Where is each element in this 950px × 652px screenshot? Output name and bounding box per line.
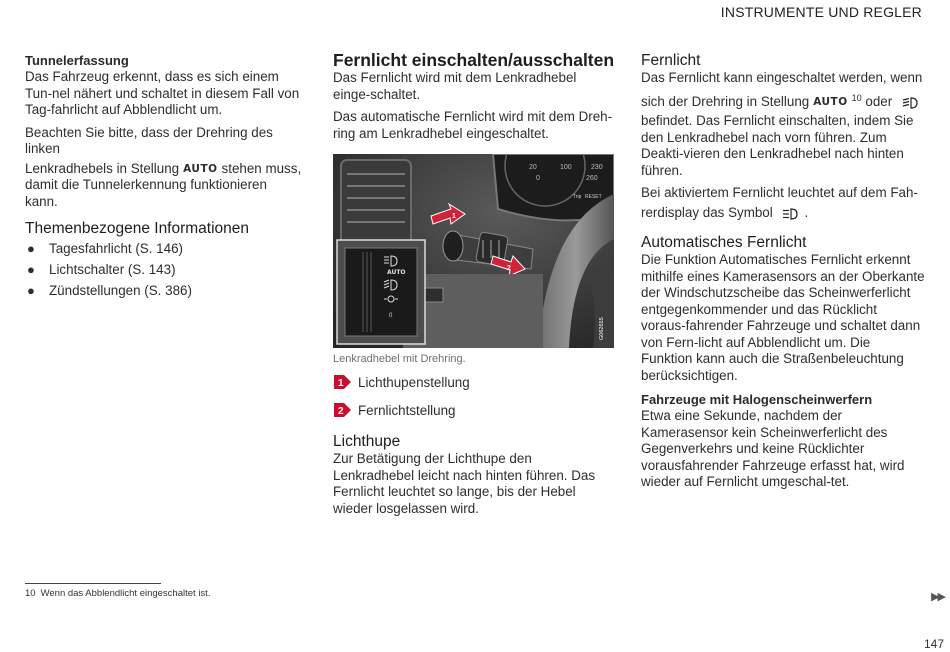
halogen-heading: Fahrzeuge mit Halogenscheinwerfern bbox=[641, 392, 873, 407]
tunnel-p2-line2 bbox=[25, 161, 301, 178]
headlight-icon bbox=[902, 97, 918, 114]
high-beam-paragraph-1: Das Fernlicht wird mit dem Lenkradhebel einge-schaltet. bbox=[333, 70, 577, 102]
related-link-label: Lichtschalter (S. 143) bbox=[49, 262, 176, 277]
flash-paragraph: Zur Betätigung der Lichthupe den Lenkradhebel leicht nach hinten führen. Das Fernlicht leuchtet so lange, bis der Hebel wieder losgelassen wird. bbox=[333, 451, 596, 516]
figure-code: G062655 bbox=[599, 317, 605, 340]
high-beam-icon bbox=[782, 208, 798, 225]
main-beam-p2-pre: rerdisplay das Symbol bbox=[641, 204, 773, 220]
arrow-2-number: 2 bbox=[507, 265, 511, 272]
gauge-label: 0 bbox=[536, 175, 540, 182]
bullet-icon: ● bbox=[27, 241, 35, 256]
main-beam-p1-mid: oder bbox=[865, 93, 893, 109]
high-beam-heading: Fernlicht einschalten/ausschalten bbox=[333, 50, 615, 70]
tunnel-paragraph-2 bbox=[25, 125, 303, 211]
inset-zero-label: 0 bbox=[389, 313, 393, 319]
arrow-1-number: 1 bbox=[452, 213, 456, 220]
auto-symbol: AUTO bbox=[183, 162, 218, 175]
arrow-badge-icon bbox=[334, 401, 352, 419]
figure-caption: Lenkradhebel mit Drehring. bbox=[333, 353, 466, 365]
gauge-label: 260 bbox=[586, 175, 598, 182]
footnote-ref[interactable]: 10 bbox=[851, 92, 862, 103]
auto-beam-paragraph: Die Funktion Automatisches Fernlicht erkennt mithilfe eines Kamerasensors an der Oberkante der Windschutzscheibe das Scheinwerferlicht entgegenkommender und das Rücklicht voraus-fahrender Fahrzeuge und schaltet dann von Fern-licht auf Abblendlicht um. Die Funktion kann auch die Straßenbeleuchtung berücksichtigen. bbox=[641, 252, 925, 383]
main-beam-heading: Fernlicht bbox=[641, 52, 701, 69]
reset-label: RESET bbox=[585, 194, 602, 200]
tunnel-p2-line3: damit die Tunnelerkennung funktionieren kann. bbox=[25, 177, 267, 209]
callout-1-badge bbox=[334, 373, 352, 391]
inset-auto-label: AUTO bbox=[387, 269, 406, 276]
callout-1-label: Lichthupenstellung bbox=[358, 374, 470, 390]
column-right bbox=[641, 50, 925, 491]
callout-2 bbox=[333, 398, 615, 422]
callout-2-number: 2 bbox=[338, 406, 344, 417]
stalk-illustration bbox=[333, 154, 614, 348]
auto-beam-heading: Automatisches Fernlicht bbox=[641, 234, 807, 251]
tunnel-p2-pre: Lenkradhebels in Stellung bbox=[25, 160, 180, 176]
footnote-divider bbox=[25, 583, 161, 584]
dash-button bbox=[423, 288, 443, 302]
main-beam-p1-pre: sich der Drehring in Stellung bbox=[641, 93, 810, 109]
column-middle bbox=[333, 50, 615, 517]
section-title: INSTRUMENTE UND REGLER bbox=[720, 4, 922, 20]
air-vent bbox=[341, 160, 411, 246]
tunnel-p2-post: stehen muss, bbox=[221, 160, 302, 176]
gauge-label: 230 bbox=[591, 164, 603, 171]
tunnel-heading: Tunnelerfassung bbox=[25, 53, 129, 68]
callout-2-badge bbox=[334, 401, 352, 419]
related-list bbox=[25, 238, 303, 301]
callout-2-label: Fernlichtstellung bbox=[358, 402, 456, 418]
footnote-number: 10 bbox=[25, 588, 36, 599]
main-beam-p2-line1: Bei aktiviertem Fernlicht leuchtet auf dem Fah- bbox=[641, 185, 918, 200]
footnote-text: Wenn das Abblendlicht eingeschaltet ist. bbox=[40, 588, 211, 599]
callout-1 bbox=[333, 370, 615, 394]
related-link-label: Zündstellungen (S. 386) bbox=[49, 283, 192, 298]
ring-inset bbox=[337, 240, 425, 344]
arrow-badge-icon bbox=[334, 373, 352, 391]
gauge-label: 20 bbox=[529, 164, 537, 171]
trip-label: Trip bbox=[573, 194, 582, 200]
main-beam-p2-line2 bbox=[641, 205, 808, 225]
column-left bbox=[25, 50, 303, 301]
bullet-icon: ● bbox=[27, 262, 35, 277]
related-link-2[interactable] bbox=[25, 259, 303, 280]
main-beam-p2-post: . bbox=[804, 204, 809, 220]
footnote bbox=[25, 588, 210, 599]
high-beam-paragraph-2: Das automatische Fernlicht wird mit dem Dreh-ring am Lenkradhebel eingeschaltet. bbox=[333, 109, 613, 141]
callout-1-number: 1 bbox=[338, 378, 344, 389]
auto-symbol: AUTO bbox=[813, 95, 848, 108]
main-beam-p1-line1: Das Fernlicht kann eingeschaltet werden, wenn bbox=[641, 70, 923, 85]
main-beam-p1-line2 bbox=[641, 90, 924, 114]
related-heading: Themenbezogene Informationen bbox=[25, 220, 250, 237]
main-beam-paragraph-1 bbox=[641, 70, 925, 179]
page-number: 147 bbox=[923, 637, 944, 651]
related-link-3[interactable] bbox=[25, 280, 303, 301]
bullet-icon: ● bbox=[27, 283, 35, 298]
next-page-icon[interactable]: ▶▶ bbox=[931, 591, 944, 603]
tunnel-paragraph-1: Das Fahrzeug erkennt, dass es sich einem Tun-nel nähert und schaltet in diesem Fall von Tag-fahrlicht auf Abblendlicht um. bbox=[25, 69, 300, 117]
gauge-label: 100 bbox=[560, 164, 572, 171]
related-link-label: Tagesfahrlicht (S. 146) bbox=[49, 241, 183, 256]
flash-heading: Lichthupe bbox=[333, 433, 401, 450]
main-beam-paragraph-2 bbox=[641, 185, 925, 224]
main-beam-p1-rest: befindet. Das Fernlicht einschalten, indem Sie den Lenkradhebel nach vorn führen. Zum Deakti-vieren den Lenkradhebel nach hinten führen. bbox=[641, 113, 914, 178]
tunnel-p2-line1: Beachten Sie bitte, dass der Drehring des linken bbox=[25, 124, 273, 156]
stalk-illustration-svg bbox=[333, 154, 614, 348]
related-link-1[interactable] bbox=[25, 238, 303, 259]
halogen-paragraph: Etwa eine Sekunde, nachdem der Kamerasensor kein Scheinwerferlicht des Gegenverkehrs und keine Rücklichter vorausfahrender Fahrzeuge erfasst hat, wird wieder auf Fernlicht umgeschal-tet. bbox=[641, 408, 905, 489]
